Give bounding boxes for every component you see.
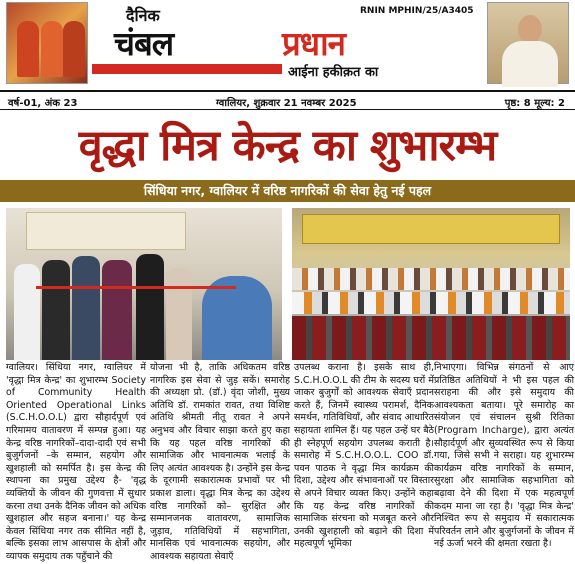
audience-photo <box>292 208 570 360</box>
event-banner <box>26 212 186 250</box>
pages-price: पृष्ठ: 8 मूल्य: 2 <box>504 98 565 109</box>
headline: वृद्धा मित्र केन्द्र का शुभारम्भ <box>78 121 497 171</box>
rnin-number: RNIN MPHIN/25/A3405 <box>360 6 474 16</box>
article-column-1: ग्वालियर। सिंधिया नगर, ग्वालियर में 'वृद्धा मित्र केन्द्र' का शुभारम्भ Society of Community Health Oriented Operational Links (S.C.H.O.O.L) द्वारा सौहार्दपूर्ण एवं गरिमामय वातावरण में सम्पन्न हुआ। यह केन्द्र वरिष्ठ नागरिकों–दादा-दादी एवं सभी बुजुर्गजनों –के सम्मान, सहयोग और खुशहाली को समर्पित है। इस केन्द्र की स्थापना का प्रमुख उद्देश्य है- 'वृद्ध व्यक्तियों के जीवन की गुणवत्ता में सुधार करना तथा उनके दैनिक जीवन को अधिक खुशहाल और सहज बनाना।' यह केन्द्र केवल सिंधिया नगर तक सीमित नहीं है, बल्कि इसका लाभ आसपास के क्षेत्रों और व्यापक समुदाय तक पहुँचाने की <box>6 362 146 562</box>
ribbon-cutting-photo <box>6 208 282 360</box>
place-date: ग्वालियर, शुक्रवार 21 नवम्बर 2025 <box>216 98 357 109</box>
article-column-3: उपलब्ध कराना है। इसके साथ ही, S.C.H.O.O.L की टीम के सदस्य घरों में जाकर बुजुर्गों को आवश्यक सेवाएँ प्रदान करते हैं, जिनमें स्वास्थ्य परामर्श, दैनिक समर्थन, गतिविधियाँ, और संवाद आधारित सहायता शामिल हैं। यह पहल उन्हें घर बैठे ही स्नेहपूर्ण सहयोग उपलब्ध कराती है। समारोह में S.C.H.O.O.L. COO डॉ. पवन पाठक ने वृद्धा मित्र कार्यक्रम की दिशा, उद्देश्य और संभावनाओं पर विस्तार से अपने विचार व्यक्त किए। उन्होंने कहा कि यह केन्द्र वरिष्ठ नागरिकों की सामाजिक संरचना को मजबूत करने और उनकी खुशहाली को बढ़ाने की दिशा में महत्वपूर्ण भूमिका <box>294 362 434 550</box>
title-pradhan: प्रधान <box>282 24 345 63</box>
subheadline: सिंधिया नगर, ग्वालियर में वरिष्ठ नागरिकों की सेवा हेतु नई पहल <box>0 180 575 202</box>
newspaper-title <box>92 20 484 62</box>
volume-issue: वर्ष-01, अंक 23 <box>8 98 78 109</box>
masthead <box>0 0 575 88</box>
article-column-2: योजना भी है, ताकि अधिकतम वरिष्ठ नागरिक इस सेवा से जुड़ सकें। समारोह की अध्यक्षा प्रो. (डॉ.) वृंदा जोशी, मुख्य अतिथि डॉ. रामकांत रावत, तथा विशिष्ट अतिथि श्रीमती नीतू रावत ने अपने अनुभव और विचार साझा करते हुए कहा कि यह पहल वरिष्ठ नागरिकों की सामाजिक और भावनात्मक भलाई के लिए अत्यंत आवश्यक है। उन्होंने इस केन्द्र के दूरगामी सकारात्मक प्रभावों पर भी प्रकाश डाला। वृद्धा मित्र केन्द्र का उद्देश्य वरिष्ठ नागरिकों को– सुरक्षित और सम्मानजनक वातावरण, सामाजिक जुड़ाव, गतिविधियों में सहभागिता, मानसिक एवं भावनात्मक सहयोग, और आवश्यक सहायता सेवाएँ <box>150 362 290 562</box>
title-underline <box>92 64 282 74</box>
deities-image <box>6 2 88 84</box>
tagline: आईना हकीक़त का <box>288 65 379 80</box>
ribbon <box>36 286 236 289</box>
article-column-4: निभाएगा। विभिन्न संगठनों से आए प्रतिष्ठित अतिथियों ने भी इस पहल की सराहना की और इसे समुदाय की आवश्यकता बताया। पूरे समारोह का संयोजन एवं संचालन सुश्री रितिका (Program Incharge), द्वारा अत्यंत सौहार्दपूर्ण और सुव्यवस्थित रूप से किया गया, जिसे सभी ने सराहा। यह शुभारम्भ कार्यक्रम वरिष्ठ नागरिकों के सम्मान, सुरक्षा और सामाजिक सहभागिता को बढ़ावा देने की दिशा में एक महत्वपूर्ण कदम माना जा रहा है। 'वृद्धा मित्र केन्द्र' निश्चित रूप से समुदाय में सकारात्मक परिवर्तन लाने और बुजुर्गजनों के जीवन में नई ऊर्जा भरने की क्षमता रखता है। <box>434 362 574 550</box>
title-chambal: चंबल <box>114 24 174 63</box>
masthead-prefix: दैनिक <box>126 6 160 25</box>
stage-banner <box>302 214 560 244</box>
issue-info-strip <box>0 90 575 110</box>
portrait-image <box>487 2 569 84</box>
